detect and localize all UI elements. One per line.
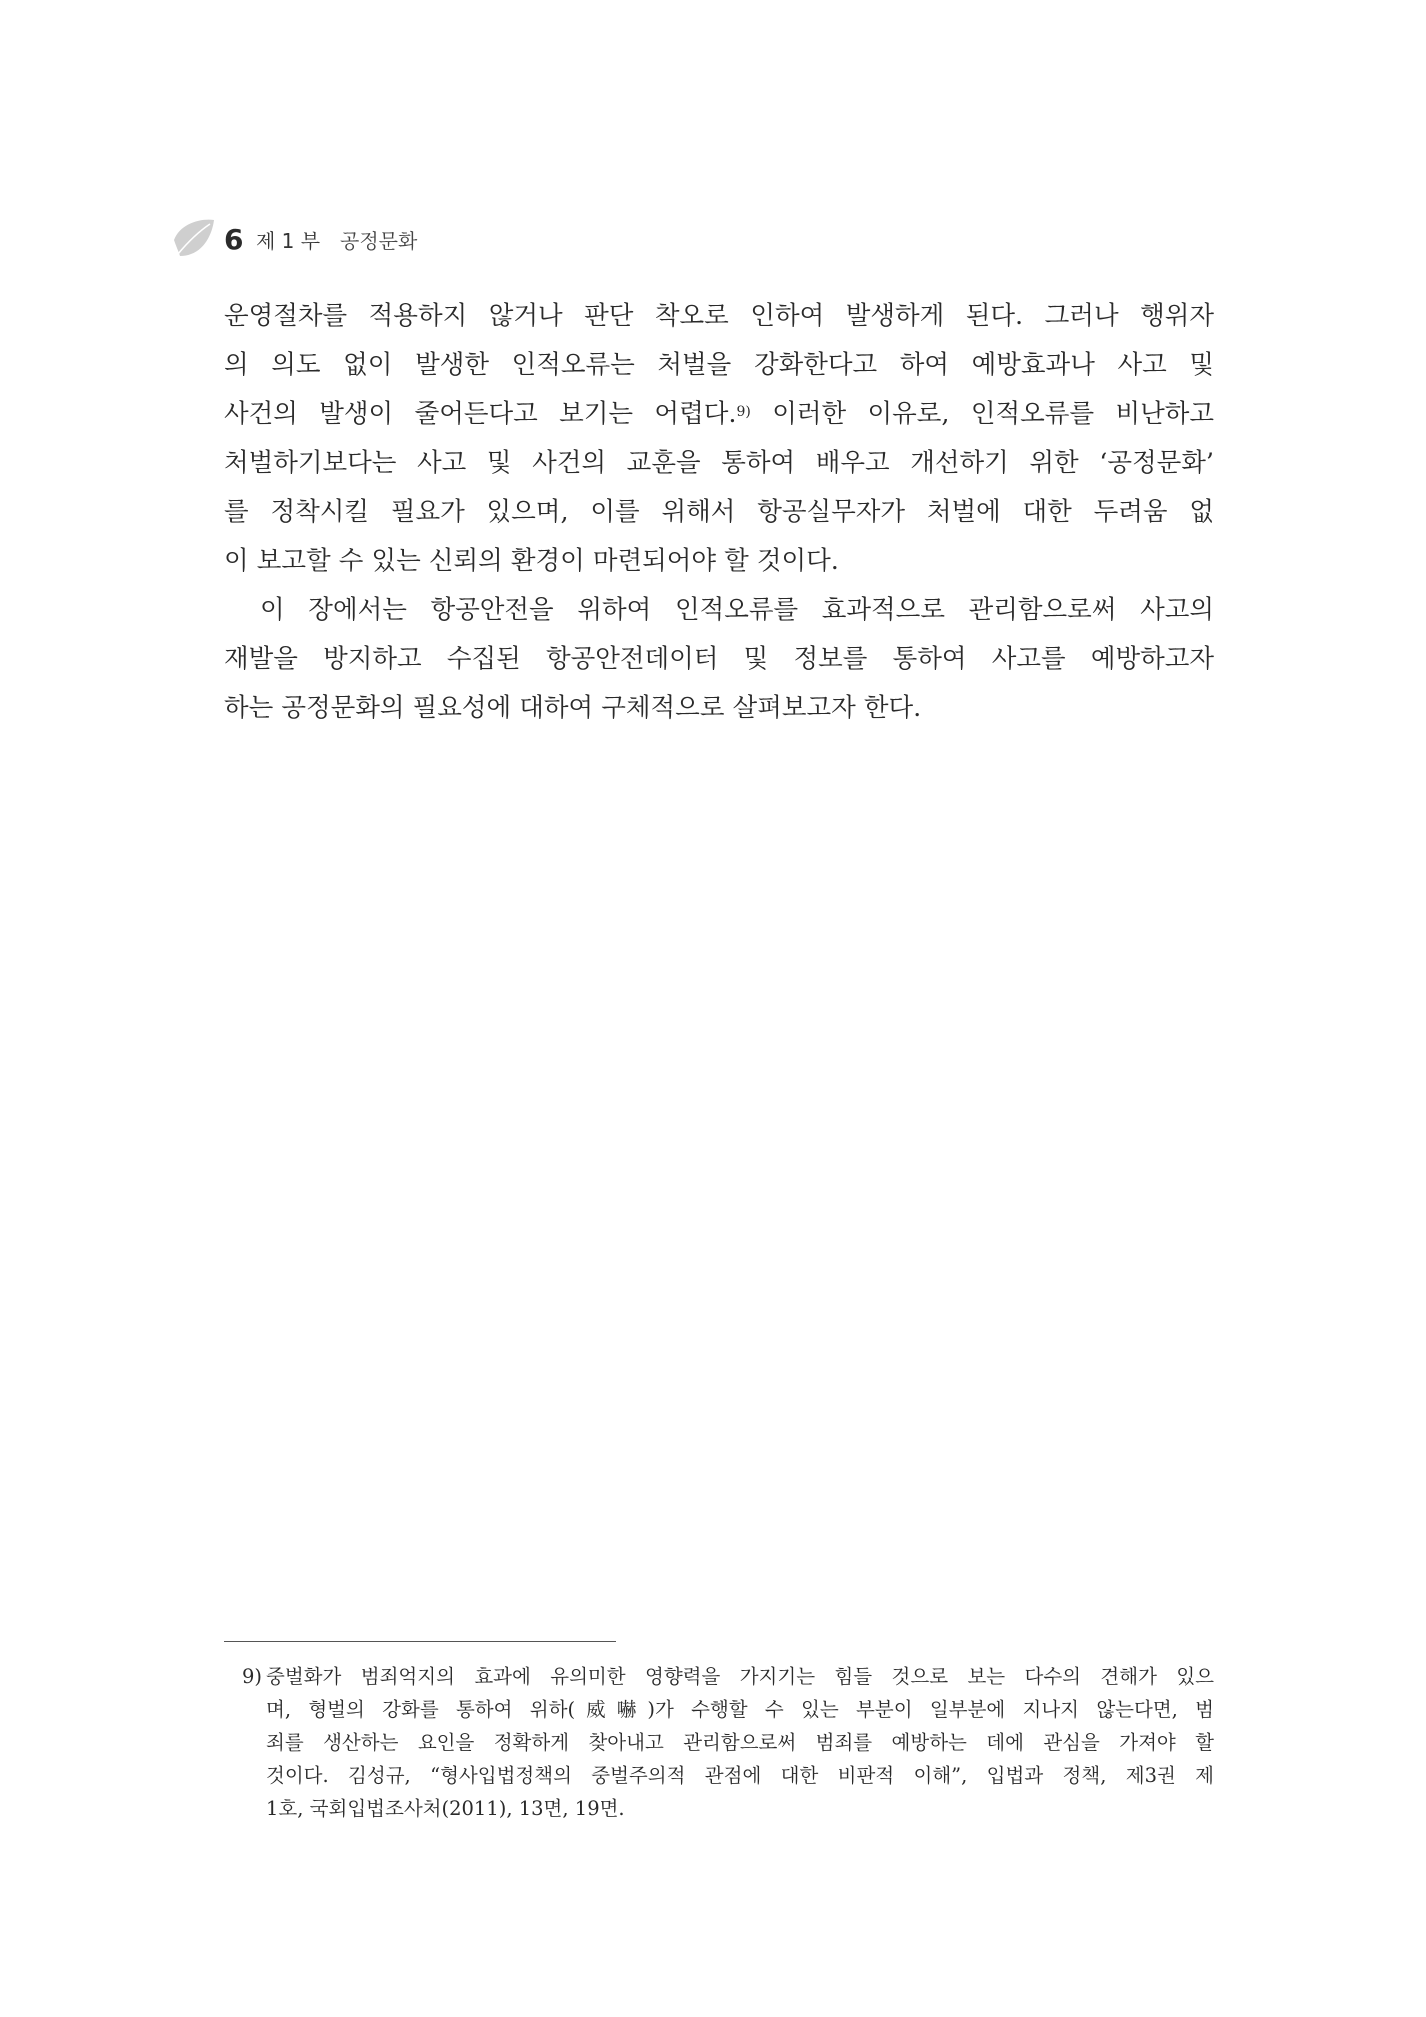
body-line [224, 390, 1214, 439]
page-number: 6 [224, 223, 244, 256]
footnote-line: 중벌화가 범죄억지의 효과에 유의미한 영향력을 가지기는 힘들 것으로 보는 다수의 견해가 있으 [266, 1665, 1214, 1688]
footnote [224, 1660, 1214, 1825]
body-line: 의 의도 없이 발생한 인적오류는 처벌을 강화한다고 하여 예방효과나 사고 및 [224, 350, 1214, 380]
footnote-line: 죄를 생산하는 요인을 정확하게 찾아내고 관리함으로써 범죄를 예방하는 데에 관심을 가져야 할 [266, 1731, 1214, 1754]
footnote-line: 것이다. 김성규, “형사입법정책의 중벌주의적 관점에 대한 비판적 이해”, 입법과 정책, 제3권 제 [266, 1764, 1214, 1787]
body-line: 이 장에서는 항공안전을 위하여 인적오류를 효과적으로 관리함으로써 사고의 [260, 595, 1214, 625]
footnote-number: 9) [242, 1665, 263, 1688]
leaf-icon [170, 216, 216, 262]
footnote-line: 며, 형벌의 강화를 통하여 위하(威嚇)가 수행할 수 있는 부분이 일부분에 지나지 않는다면, 범 [266, 1698, 1214, 1721]
chapter-label: 공정문화 [340, 229, 418, 253]
footnote-divider [224, 1641, 616, 1642]
body-line: 처벌하기보다는 사고 및 사건의 교훈을 통하여 배우고 개선하기 위한 ‘공정문화’ [224, 448, 1214, 478]
footnote-reference[interactable]: 9) [736, 404, 751, 420]
body-line-text: 이러한 이유로, 인적오류를 비난하고 [750, 399, 1215, 429]
part-label: 제 1 부 [256, 229, 321, 253]
body-line: 이 보고할 수 있는 신뢰의 환경이 마련되어야 할 것이다. [224, 546, 839, 576]
body-line: 운영절차를 적용하지 않거나 판단 착오로 인하여 발생하게 된다. 그러나 행위자 [224, 301, 1214, 331]
body-line: 하는 공정문화의 필요성에 대하여 구체적으로 살펴보고자 한다. [224, 693, 922, 723]
body-text [224, 292, 1214, 733]
body-line: 재발을 방지하고 수집된 항공안전데이터 및 정보를 통하여 사고를 예방하고자 [224, 644, 1214, 674]
footnote-line: 1호, 국회입법조사처(2011), 13면, 19면. [266, 1797, 625, 1820]
body-line: 를 정착시킬 필요가 있으며, 이를 위해서 항공실무자가 처벌에 대한 두려움 없 [224, 497, 1214, 527]
body-line-text: 사건의 발생이 줄어든다고 보기는 어렵다. [224, 399, 737, 429]
